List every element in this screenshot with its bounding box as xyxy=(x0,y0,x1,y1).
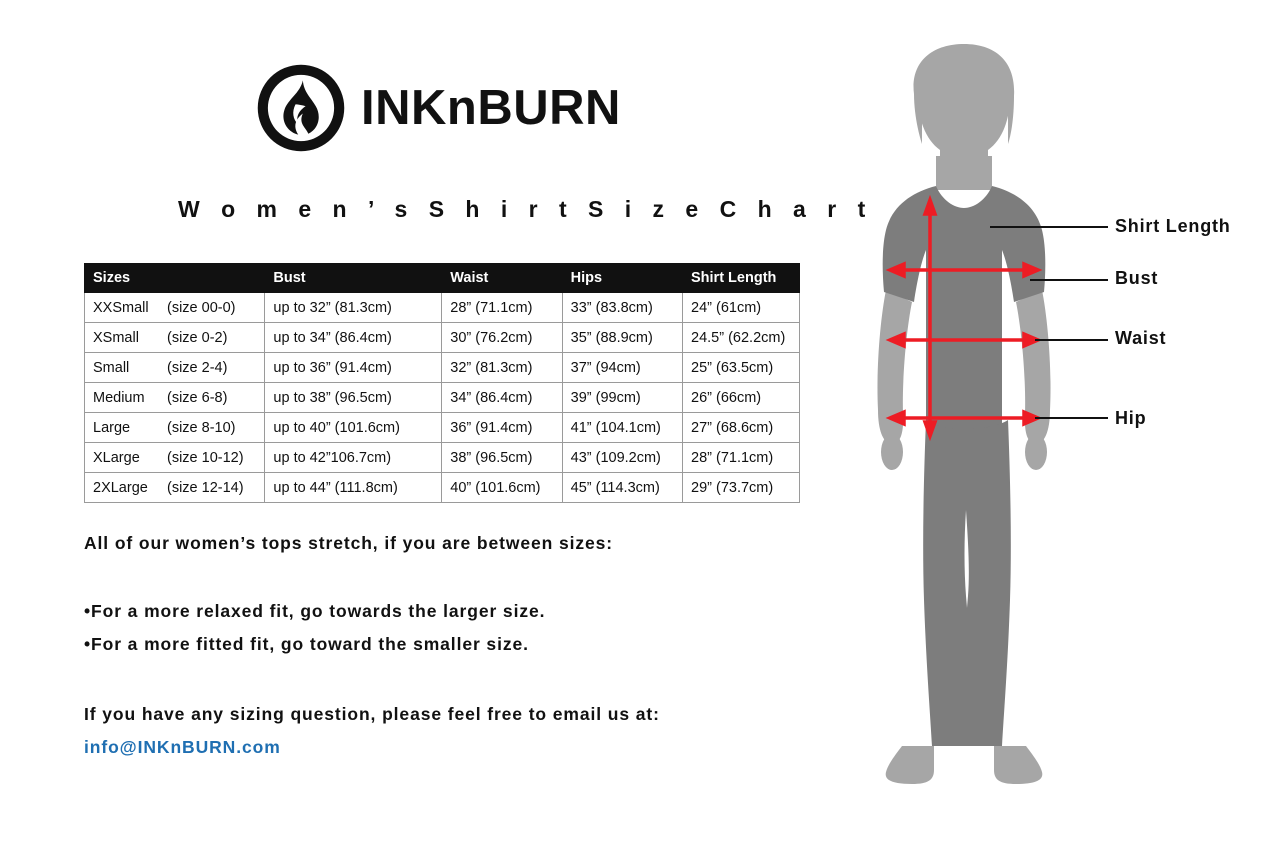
cell-waist: 30” (76.2cm) xyxy=(442,323,562,353)
cell-hips: 41” (104.1cm) xyxy=(562,413,682,443)
size-chart-table xyxy=(84,263,800,503)
size-name: XSmall xyxy=(93,329,139,346)
cell-hips: 33” (83.8cm) xyxy=(562,293,682,323)
table-header-row xyxy=(85,264,800,293)
column-header-bust: Bust xyxy=(265,264,442,293)
cell-hips: 39” (99cm) xyxy=(562,383,682,413)
size-name: Small xyxy=(93,359,130,376)
label-bust: Bust xyxy=(1115,268,1159,288)
size-range: (size 8-10) xyxy=(167,419,236,436)
cell-size xyxy=(85,383,265,413)
label-shirt-length: Shirt Length xyxy=(1115,216,1231,236)
cell-length: 24” (61cm) xyxy=(683,293,800,323)
cell-waist: 36” (91.4cm) xyxy=(442,413,562,443)
cell-length: 28” (71.1cm) xyxy=(683,443,800,473)
measurement-figure xyxy=(840,40,1270,820)
cell-bust: up to 38” (96.5cm) xyxy=(265,383,442,413)
flame-icon xyxy=(255,62,347,154)
cell-bust: up to 32” (81.3cm) xyxy=(265,293,442,323)
brand-name: INKnBURN xyxy=(361,80,621,135)
cell-hips: 35” (88.9cm) xyxy=(562,323,682,353)
table-row xyxy=(85,323,800,353)
cell-bust: up to 44” (111.8cm) xyxy=(265,473,442,503)
tights-silhouette xyxy=(923,420,1011,746)
cell-waist: 28” (71.1cm) xyxy=(442,293,562,323)
page-title: W o m e n ’ s S h i r t S i z e C h a r t xyxy=(178,196,873,222)
table-row xyxy=(85,473,800,503)
cell-size xyxy=(85,443,265,473)
cell-length: 25” (63.5cm) xyxy=(683,353,800,383)
size-name: Large xyxy=(93,419,131,436)
cell-length: 27” (68.6cm) xyxy=(683,413,800,443)
cell-waist: 34” (86.4cm) xyxy=(442,383,562,413)
cell-bust: up to 42”106.7cm) xyxy=(265,443,442,473)
table-row xyxy=(85,413,800,443)
cell-hips: 43” (109.2cm) xyxy=(562,443,682,473)
table-row xyxy=(85,293,800,323)
column-header-waist: Waist xyxy=(442,264,562,293)
cell-bust: up to 40” (101.6cm) xyxy=(265,413,442,443)
cell-waist: 38” (96.5cm) xyxy=(442,443,562,473)
size-range: (size 10-12) xyxy=(167,449,244,466)
cell-waist: 40” (101.6cm) xyxy=(442,473,562,503)
cell-hips: 45” (114.3cm) xyxy=(562,473,682,503)
size-range: (size 2-4) xyxy=(167,359,228,376)
size-range: (size 00-0) xyxy=(167,299,236,316)
size-range: (size 12-14) xyxy=(167,479,244,496)
size-name: XLarge xyxy=(93,449,140,466)
column-header-sizes: Sizes xyxy=(85,264,265,293)
note-fitted-fit: •For a more fitted fit, go toward the smaller size. xyxy=(84,634,529,654)
table-row xyxy=(85,443,800,473)
size-range: (size 6-8) xyxy=(167,389,228,406)
cell-size xyxy=(85,413,265,443)
cell-size xyxy=(85,293,265,323)
label-hip: Hip xyxy=(1115,408,1147,428)
cell-size xyxy=(85,353,265,383)
brand-logo xyxy=(255,62,621,154)
cell-waist: 32” (81.3cm) xyxy=(442,353,562,383)
cell-length: 24.5” (62.2cm) xyxy=(683,323,800,353)
cell-length: 26” (66cm) xyxy=(683,383,800,413)
size-range: (size 0-2) xyxy=(167,329,228,346)
note-intro: All of our women’s tops stretch, if you are between sizes: xyxy=(84,533,614,553)
email-link[interactable]: info@INKnBURN.com xyxy=(84,737,281,757)
label-waist: Waist xyxy=(1115,328,1167,348)
column-header-length: Shirt Length xyxy=(683,264,800,293)
cell-bust: up to 36” (91.4cm) xyxy=(265,353,442,383)
cell-size xyxy=(85,473,265,503)
note-email-intro: If you have any sizing question, please feel free to email us at: xyxy=(84,704,660,724)
table-row xyxy=(85,383,800,413)
cell-hips: 37” (94cm) xyxy=(562,353,682,383)
cell-bust: up to 34” (86.4cm) xyxy=(265,323,442,353)
cell-length: 29” (73.7cm) xyxy=(683,473,800,503)
size-name: 2XLarge xyxy=(93,479,148,496)
cell-size xyxy=(85,323,265,353)
note-relaxed-fit: •For a more relaxed fit, go towards the larger size. xyxy=(84,601,546,621)
size-name: Medium xyxy=(93,389,145,406)
size-name: XXSmall xyxy=(93,299,149,316)
column-header-hips: Hips xyxy=(562,264,682,293)
table-row xyxy=(85,353,800,383)
